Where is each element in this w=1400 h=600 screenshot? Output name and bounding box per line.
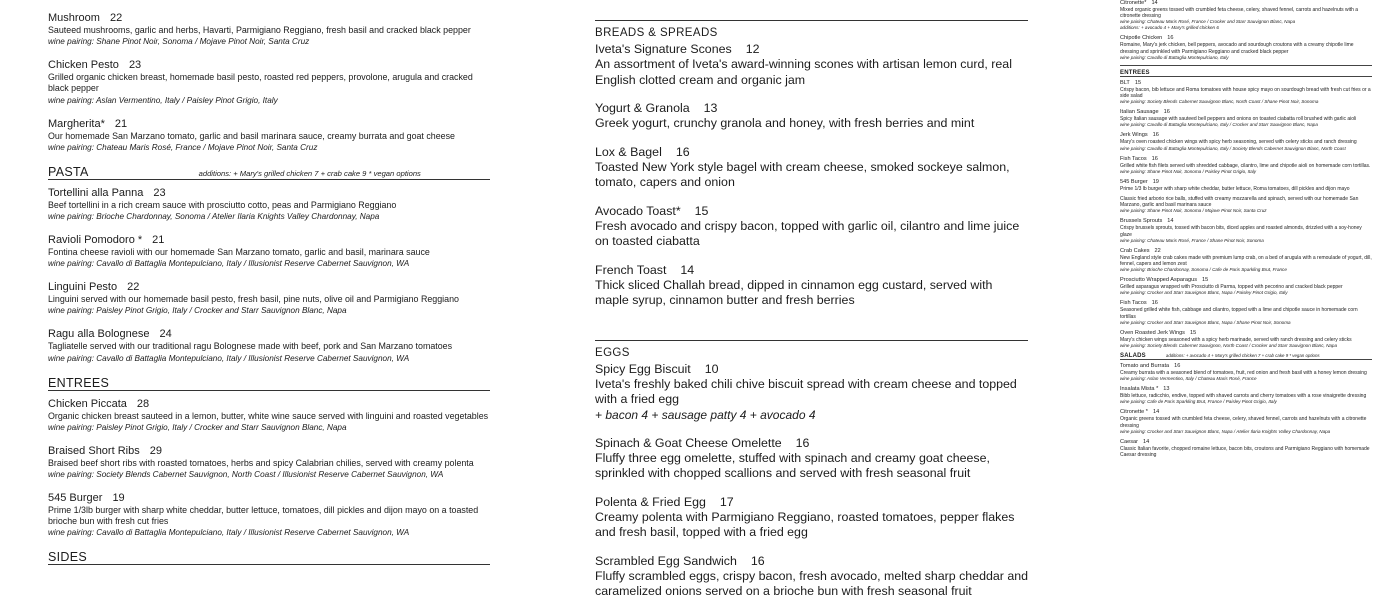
menu-item-description: Linguini served with our homemade basil pesto, fresh basil, pine nuts, olive oil and Parmigiano Reggiano — [48, 294, 459, 305]
menu-item-description: Classic fried arborio rice balls, stuffed with creamy mozzarella and spinach, served with our homemade San Marzano, garlic and basil marinara sauce — [1120, 196, 1359, 209]
menu-item-description: Crispy bacon, bib lettuce and Roma tomatoes with house spicy mayo on sourdough bread with fresh cut fries or a side salad — [1120, 86, 1371, 100]
menu-item-price: 10 — [704, 361, 719, 376]
wine-pairing — [1120, 343, 1372, 349]
wine-pairing — [48, 258, 490, 269]
wine-pairing-value: wine pairing: Cavallo di Battaglia Montepulciano, Italy / Society Blends Cabernet Sauvignon Blanc, North Coast — [1120, 145, 1346, 151]
menu-item-price: 12 — [745, 42, 760, 56]
menu-item-name: Citronette* — [1120, 0, 1147, 6]
wine-pairing-label: wine pairing: — [48, 422, 94, 432]
menu-item-price: 24 — [159, 328, 172, 341]
menu-item-header — [1120, 363, 1372, 370]
wine-pairing-label: wine pairing: — [48, 142, 94, 152]
wine-pairing — [48, 95, 490, 106]
wine-pairing-value: wine pairing: Crocker and Starr Sauvignon Blanc, Napa / Shane Pinot Noir, Sonoma — [1120, 319, 1291, 325]
menu-item-header — [1120, 179, 1372, 186]
menu-item — [1120, 132, 1372, 151]
menu-item — [595, 204, 1028, 250]
wine-pairing — [48, 422, 490, 433]
menu-item-price: 14 — [1152, 409, 1160, 416]
wine-pairing-value: Brioche Chardonnay, Sonoma / Atelier Ilaria Knights Valley Chardonnay, Napa — [96, 212, 380, 222]
menu-item — [1120, 109, 1372, 128]
menu-item — [1120, 330, 1372, 349]
wine-pairing-label: wine pairing: — [48, 212, 94, 222]
wine-pairing-label: wine pairing: — [48, 353, 94, 363]
menu-item — [1120, 80, 1372, 105]
menu-item-name: Spinach & Goat Cheese Omelette — [595, 435, 782, 450]
menu-item-description: Bibb lettuce, radicchio, endive, topped with shaved carrots and cherry tomatoes with a rose vinaigrette dressing — [1120, 393, 1367, 400]
menu-item-name: French Toast — [595, 262, 667, 277]
menu-item-description: Toasted New York style bagel with cream cheese, smoked sockeye salmon, tomato, capers and onion — [595, 159, 1010, 189]
menu-item-name: Jerk Wings — [1120, 132, 1148, 139]
menu-item-price: 23 — [128, 59, 142, 72]
menu-item-description: Grilled organic chicken breast, homemade basil pesto, roasted red peppers, provolone, arugula and cracked black pepper — [48, 72, 473, 94]
breads-section-header — [595, 20, 1028, 41]
menu-item-name: Chicken Pesto — [48, 59, 119, 72]
pasta-section-header — [48, 165, 490, 180]
salads-section-header — [1120, 353, 1372, 360]
wine-pairing-value: Shane Pinot Noir, Sonoma / Mojave Pinot Noir, Santa Cruz — [96, 37, 310, 47]
menu-item-name: Mushroom — [48, 12, 100, 24]
menu-item-description: Organic greens tossed with crumbled feta cheese, celery, shaved fennel, carrots and hazelnuts with a citronette dressing — [1120, 416, 1367, 429]
menu-item-addons: + bacon 4 + sausage patty 4 + avocado 4 — [595, 407, 816, 422]
menu-item-name: Oven Roasted Jerk Wings — [1120, 329, 1185, 336]
menu-item-name: Citronette * — [1120, 409, 1148, 416]
wine-pairing-value: Cavallo di Battaglia Montepulciano, Italy / Illusionist Reserve Cabernet Sauvignon, WA — [96, 353, 410, 363]
wine-pairing-label: wine pairing: — [48, 259, 94, 269]
menu-item-additions: additions: + avocado 4 + Mary's grilled chicken 6 — [1120, 25, 1219, 31]
wine-pairing — [48, 36, 490, 47]
menu-item-price: 19 — [112, 492, 125, 505]
menu-item-description: Sauteed mushrooms, garlic and herbs, Havarti, Parmigiano Reggiano, fresh basil and cracked black pepper — [48, 25, 471, 35]
menu-item-price: 13 — [1163, 386, 1170, 393]
menu-item — [48, 398, 490, 433]
menu-item — [1120, 386, 1372, 405]
menu-column-left — [48, 0, 490, 565]
menu-item-price: 15 — [1189, 329, 1197, 336]
menu-item-description: Creamy burrata with a seasoned blend of tomatoes, fruit, red onion and fresh basil with a honey lemon dressing — [1120, 370, 1367, 377]
menu-item-name: Iveta's Signature Scones — [595, 42, 732, 56]
menu-item — [595, 101, 1028, 132]
wine-pairing-label: wine pairing: — [48, 528, 94, 538]
wine-pairing-value: wine pairing: Crocker and Starr Sauvignon Blanc, Napa / Atelier Ilaria Knights Valley Chardonnay, Napa — [1120, 428, 1331, 434]
menu-item-description: Iveta's freshly baked chili chive biscuit spread with cream cheese and topped with a fried egg — [595, 376, 1017, 406]
menu-item-header — [1120, 277, 1372, 284]
menu-item-header — [48, 59, 490, 72]
menu-item-name: Fish Tacos — [1120, 155, 1147, 162]
entrees-section-header — [48, 376, 490, 391]
menu-item-header — [1120, 218, 1372, 225]
eggs-section-title: EGGS — [595, 346, 630, 359]
menu-item-name: 545 Burger — [48, 492, 103, 505]
menu-item — [48, 281, 490, 316]
menu-item-name: Chipotle Chicken — [1120, 35, 1163, 42]
wine-pairing — [1120, 146, 1372, 152]
menu-item — [595, 263, 1028, 309]
menu-item-header — [1120, 0, 1372, 7]
menu-item-name: Crab Cakes — [1120, 247, 1150, 254]
wine-pairing-value: Aslan Vermentino, Italy / Paisley Pinot Grigio, Italy — [95, 95, 278, 105]
menu-item — [48, 59, 490, 105]
wine-pairing — [48, 353, 490, 364]
eggs-section-header — [595, 340, 1028, 361]
menu-item-price: 16 — [675, 144, 690, 159]
menu-item-description: Organic chicken breast sauteed in a lemon, butter, white wine sauce served with linguini and roasted vegetables — [48, 410, 489, 421]
menu-item-name: Italian Sausage — [1120, 109, 1159, 116]
menu-item — [48, 445, 490, 480]
wine-pairing-value: wine pairing: Society Blends Cabernet Sauvignon, North Coast / Crocker and Starr Sauvignon Blanc, Napa — [1120, 343, 1338, 349]
pasta-additions: additions: + Mary's grilled chicken 7 + crab cake 9 * vegan options — [198, 168, 421, 178]
menu-item-header — [48, 445, 490, 458]
wine-pairing-value: wine pairing: Cavallo di Battaglia Montepulciano, Italy / Crocker and Starr Sauvignon Blanc, Napa — [1120, 122, 1318, 128]
wine-pairing — [1120, 376, 1372, 382]
menu-item-description: Beef tortellini in a rich cream sauce with prosciutto cotto, peas and Parmigiano Reggiano — [48, 199, 397, 210]
menu-item-price: 17 — [719, 494, 734, 509]
wine-pairing — [1120, 399, 1372, 405]
breads-section-title: BREADS & SPREADS — [595, 27, 718, 39]
menu-item-price: 16 — [750, 553, 765, 568]
menu-item-header — [1120, 409, 1372, 416]
wine-pairing-value: wine pairing: Cafe de Paris Sparkling Brut, France / Paisley Pinot Grigio, Italy — [1120, 399, 1277, 405]
menu-item-description: New England style crab cakes made with premium lump crab, on a bed of arugula with a remoulade of yogurt, dill, fennel, capers and lemon zest — [1120, 254, 1372, 268]
menu-item-description: Our homemade San Marzano tomato, garlic and basil marinara sauce, creamy burrata and goat cheese — [48, 130, 455, 141]
wine-pairing-label: wine pairing: — [48, 95, 94, 105]
menu-item — [595, 42, 1028, 88]
wine-pairing — [48, 527, 490, 538]
wine-pairing — [1120, 267, 1372, 273]
wine-pairing-value: wine pairing: Brioche Chardonnay, Sonoma / Cafe de Paris Sparkling Brut, France — [1120, 267, 1287, 273]
entrees-small-section-title: ENTREES — [1120, 69, 1150, 76]
salads-additions: additions: + avocado 4 + Mary's grilled chicken 7 + crab cake 9 * vegan options — [1165, 353, 1320, 359]
menu-item-price: 14 — [1143, 438, 1150, 445]
menu-item-description: Fresh avocado and crispy bacon, topped with garlic oil, cilantro and lime juice on toasted ciabatta — [595, 218, 1020, 248]
menu-item — [1120, 363, 1372, 382]
menu-item-header — [48, 234, 490, 247]
menu-item-name: Margherita* — [48, 117, 105, 130]
wine-pairing — [1120, 99, 1372, 105]
menu-item-description: Tagliatelle served with our traditional ragu Bolognese made with beef, pork and San Marzano tomatoes — [48, 341, 453, 352]
sides-section-header — [48, 550, 490, 565]
menu-item-description: Grilled asparagus wrapped with Prosciutto di Parma, topped with pecorino and cracked black pepper — [1120, 284, 1343, 291]
menu-item-price: 15 — [1202, 277, 1209, 284]
menu-item-header — [595, 101, 1028, 116]
wine-pairing-value: wine pairing: Society Blends Cabernet Sauvignon Blanc, North Coast / Shane Pinot Noir, Sonoma — [1120, 99, 1319, 105]
menu-item-header — [595, 554, 1028, 569]
menu-item-name: Yogurt & Granola — [595, 101, 690, 115]
menu-item-price: 22 — [109, 12, 123, 24]
sides-section-title: SIDES — [48, 550, 88, 565]
wine-pairing — [1120, 320, 1372, 326]
menu-item-price: 22 — [1154, 247, 1161, 254]
menu-item — [595, 436, 1028, 482]
wine-pairing — [48, 469, 490, 480]
menu-item-description: Spicy Italian sausage with sauteed bell peppers and onions on toasted ciabatta roll brushed with garlic aioli — [1120, 116, 1357, 123]
menu-item-header — [595, 495, 1028, 510]
entrees-section-title: ENTREES — [48, 375, 110, 390]
menu-item-price: 14 — [680, 262, 695, 277]
menu-item-name: Linguini Pesto — [48, 281, 118, 294]
wine-pairing — [1120, 169, 1372, 175]
menu-item-name: Brussels Sprouts — [1120, 218, 1163, 225]
menu-item-name: Braised Short Ribs — [48, 444, 140, 457]
menu-item-header — [48, 12, 490, 25]
menu-item-description: Fontina cheese ravioli with our homemade San Marzano tomato, garlic and basil, marinara sauce — [48, 247, 430, 258]
menu-item-price: 23 — [153, 186, 166, 199]
wine-pairing-value: Cavallo di Battaglia Montepulciano, Italy / Illusionist Reserve Cabernet Sauvignon, WA — [96, 259, 410, 269]
menu-item-name: Ravioli Pomodoro * — [48, 234, 143, 247]
menu-item-price: 21 — [152, 234, 165, 247]
menu-item-header — [1120, 439, 1372, 446]
wine-pairing-value: wine pairing: Shane Pinot Noir, Sonoma / Mojave Pinot Noir, Santa Cruz — [1120, 208, 1267, 214]
menu-item-description: Thick sliced Challah bread, dipped in cinnamon egg custard, served with maple syrup, cinnamon butter and fresh berries — [595, 277, 993, 307]
menu-item-price: 13 — [703, 101, 718, 115]
wine-pairing-value: Paisley Pinot Grigio, Italy / Crocker and Starr Sauvignon Blanc, Napa — [96, 422, 347, 432]
menu-item-header — [1120, 35, 1372, 42]
wine-pairing-value: Chateau Maris Rosé, France / Mojave Pinot Noir, Santa Cruz — [96, 142, 318, 152]
wine-pairing-label: wine pairing: — [48, 306, 94, 316]
menu-item-header — [48, 187, 490, 200]
pasta-section-title: PASTA — [48, 164, 89, 179]
wine-pairing-value: wine pairing: Aslan Vermentino, Italy / Chateau Maris Rosé, France — [1120, 376, 1257, 382]
menu-item-header — [1120, 132, 1372, 139]
wine-pairing-value: Paisley Pinot Grigio, Italy / Crocker and Starr Sauvignon Blanc, Napa — [96, 306, 347, 316]
menu-item-name: BLT — [1120, 79, 1130, 86]
menu-item-header — [595, 42, 1028, 57]
wine-pairing-label: wine pairing: — [48, 470, 94, 480]
menu-item — [1120, 35, 1372, 60]
menu-item-header — [48, 118, 490, 131]
wine-pairing — [1120, 238, 1372, 244]
menu-item-header — [1120, 248, 1372, 255]
menu-item-description: Creamy polenta with Parmigiano Reggiano, roasted tomatoes, pepper flakes and fresh basil, topped with a fried egg — [595, 509, 1015, 539]
menu-item-name: Tomato and Burrata — [1120, 363, 1170, 370]
menu-item-name: Tortellini alla Panna — [48, 186, 144, 199]
menu-item-description: Grilled white fish filets served with shredded cabbage, cilantro, lime and chipotle aioli on homemade corn tortillas. — [1120, 162, 1371, 169]
menu-item-header — [48, 328, 490, 341]
wine-pairing-value: Cavallo di Battaglia Montepulciano, Italy / Illusionist Reserve Cabernet Sauvignon, WA — [96, 528, 410, 538]
menu-item — [48, 328, 490, 363]
menu-item-header — [1120, 109, 1372, 116]
menu-item — [48, 492, 490, 538]
menu-item — [595, 145, 1028, 191]
menu-item — [48, 187, 490, 222]
entrees-small-section-header — [1120, 70, 1372, 77]
menu-item — [1120, 196, 1372, 214]
menu-item-description: Braised beef short ribs with roasted tomatoes, herbs and spicy Calabrian chilies, served with creamy polenta — [48, 457, 474, 468]
menu-item-description: Fluffy three egg omelette, stuffed with spinach and creamy goat cheese, sprinkled with chopped scallions and served with fresh seasonal fruit — [595, 450, 990, 480]
menu-item — [595, 495, 1028, 541]
wine-pairing-value: Society Blends Cabernet Sauvignon, North Coast / Illusionist Reserve Cabernet Sauvignon, WA — [96, 470, 444, 480]
menu-item-header — [48, 398, 490, 411]
menu-item-name: Prosciutto Wrapped Asparagus — [1120, 277, 1198, 284]
menu-item-header — [1120, 80, 1372, 87]
wine-pairing — [48, 142, 490, 153]
menu-item — [1120, 0, 1372, 31]
divider — [1120, 65, 1372, 66]
menu-item — [1120, 218, 1372, 243]
menu-column-right — [1120, 0, 1372, 500]
menu-item-price: 16 — [1167, 35, 1174, 42]
menu-item-description: Mary's chicken wings seasoned with a spicy herb marinade, served with ranch dressing and celery sticks — [1120, 336, 1352, 343]
menu-item-header — [1120, 330, 1372, 337]
wine-pairing-label: wine pairing: — [48, 37, 94, 47]
menu-item-header — [1120, 300, 1372, 307]
salads-section-title: SALADS — [1120, 353, 1146, 360]
wine-pairing — [1120, 55, 1372, 61]
menu-item-name: Scrambled Egg Sandwich — [595, 553, 737, 568]
menu-item-description: Mary's oven roasted chicken wings with spicy herb seasoning, served with celery sticks and ranch dressing — [1120, 139, 1357, 146]
wine-pairing — [48, 305, 490, 316]
wine-pairing — [1120, 208, 1372, 214]
menu-item-header — [595, 263, 1028, 278]
menu-item-name: Avocado Toast* — [595, 203, 681, 218]
menu-item-description: Fluffy scrambled eggs, crispy bacon, fresh avocado, melted sharp cheddar and caramelized onions served on a brioche bun with fresh seasonal fruit — [595, 568, 1028, 598]
menu-item-description: Classic Italian favorite, chopped romaine lettuce, bacon bits, croutons and Parmigiano Reggiano with homemade Caesar dressing — [1120, 445, 1370, 459]
wine-pairing-value: wine pairing: Shane Pinot Noir, Sonoma / Paisley Pinot Grigio, Italy — [1120, 168, 1257, 174]
menu-item-description: Mixed organic greens tossed with crumbled feta cheese, celery, shaved fennel, carrots and hazelnuts with a citronette dressing — [1120, 7, 1359, 20]
menu-item-price: 22 — [127, 281, 140, 294]
wine-pairing — [48, 211, 490, 222]
menu-item — [595, 554, 1028, 600]
menu-item-price: 16 — [1151, 155, 1158, 162]
menu-item-header — [48, 492, 490, 505]
menu-item-description: Greek yogurt, crunchy granola and honey, with fresh berries and mint — [595, 116, 975, 130]
menu-column-center — [595, 0, 1028, 598]
menu-item-name: Polenta & Fried Egg — [595, 494, 706, 509]
menu-item — [1120, 179, 1372, 192]
menu-item-price: 16 — [1151, 300, 1158, 307]
menu-item-name: Ragu alla Bolognese — [48, 328, 150, 341]
menu-item — [1120, 248, 1372, 273]
menu-item-price: 28 — [136, 397, 150, 410]
menu-item-description: Romaine, Mary's jerk chicken, bell peppers, avocado and sourdough croutons with a creamy chipotle lime dressing and sprinkled with Parmigiano Reggiano and cracked black pepper — [1120, 42, 1354, 55]
menu-item — [1120, 156, 1372, 175]
menu-item-price: 29 — [149, 444, 162, 457]
menu-item-name: 545 Burger — [1120, 178, 1148, 185]
menu-item — [48, 118, 490, 153]
menu-item-header — [1120, 156, 1372, 163]
wine-pairing-value: wine pairing: Chateau Maris Rosé, France / Crocker and Starr Sauvignon Blanc, Napa — [1120, 19, 1296, 25]
menu-item-price: 16 — [1163, 109, 1170, 116]
menu-item-description: An assortment of Iveta's award-winning scones with artisan lemon curd, real English clotted cream and organic jam — [595, 57, 1012, 87]
menu-item-name: Chicken Piccata — [48, 397, 127, 410]
menu-item — [48, 234, 490, 269]
wine-pairing — [1120, 429, 1372, 435]
menu-item-price: 14 — [1151, 0, 1158, 6]
menu-item-name: Caesar — [1120, 438, 1139, 445]
menu-item-price: 14 — [1167, 218, 1174, 225]
menu-item-price: 16 — [1174, 363, 1181, 370]
menu-item — [1120, 277, 1372, 296]
menu-item-name: Lox & Bagel — [595, 144, 662, 159]
menu-item-header — [595, 436, 1028, 451]
menu-item-price: 19 — [1152, 178, 1159, 185]
wine-pairing — [1120, 290, 1372, 296]
menu-item-header — [595, 204, 1028, 219]
wine-pairing-value: wine pairing: Crocker and Starr Sauvignon Blanc, Napa / Paisley Pinot Grigio, Italy — [1120, 290, 1288, 296]
wine-pairing — [1120, 122, 1372, 128]
wine-pairing-value: wine pairing: Chateau Maris Rosé, France / Shane Pinot Noir, Sonoma — [1120, 237, 1264, 243]
menu-item-header — [48, 281, 490, 294]
menu-item-price: 16 — [795, 435, 810, 450]
menu-item-header — [595, 362, 1028, 377]
menu-item-description: Prime 1/3 lb burger with sharp white cheddar, butter lettuce, Roma tomatoes, dill pickles and dijon mayo — [1120, 185, 1350, 192]
menu-item-name: Spicy Egg Biscuit — [595, 361, 691, 376]
menu-item-header — [595, 145, 1028, 160]
menu-item — [1120, 300, 1372, 325]
menu-item-header — [1120, 386, 1372, 393]
menu-item — [48, 12, 490, 47]
wine-pairing-value: wine pairing: Cavallo di Battaglia Montepulciano, Italy — [1120, 54, 1229, 60]
menu-item-name: Insalata Mista * — [1120, 386, 1159, 393]
menu-item-price: 15 — [1134, 79, 1142, 86]
menu-item-description: Crispy brussels sprouts, tossed with bacon bits, diced apples and roasted almonds, drizzled with a soy-honey glaze — [1120, 225, 1362, 238]
menu-item — [595, 362, 1028, 423]
menu-item-price: 16 — [1152, 132, 1159, 139]
menu-item — [1120, 439, 1372, 458]
menu-item-description: Seasoned grilled white fish, cabbage and cilantro, topped with a lime and chipotle sauce in homemade corn tortillas — [1120, 307, 1358, 320]
menu-item-price: 15 — [694, 203, 709, 218]
menu-item — [1120, 409, 1372, 434]
menu-item-price: 21 — [114, 117, 128, 130]
menu-item-description: Prime 1/3lb burger with sharp white cheddar, butter lettuce, tomatoes, dill pickles and dijon mayo on a toasted brioche bun with fresh cut fries — [48, 505, 479, 527]
menu-item-name: Fish Tacos — [1120, 300, 1147, 307]
